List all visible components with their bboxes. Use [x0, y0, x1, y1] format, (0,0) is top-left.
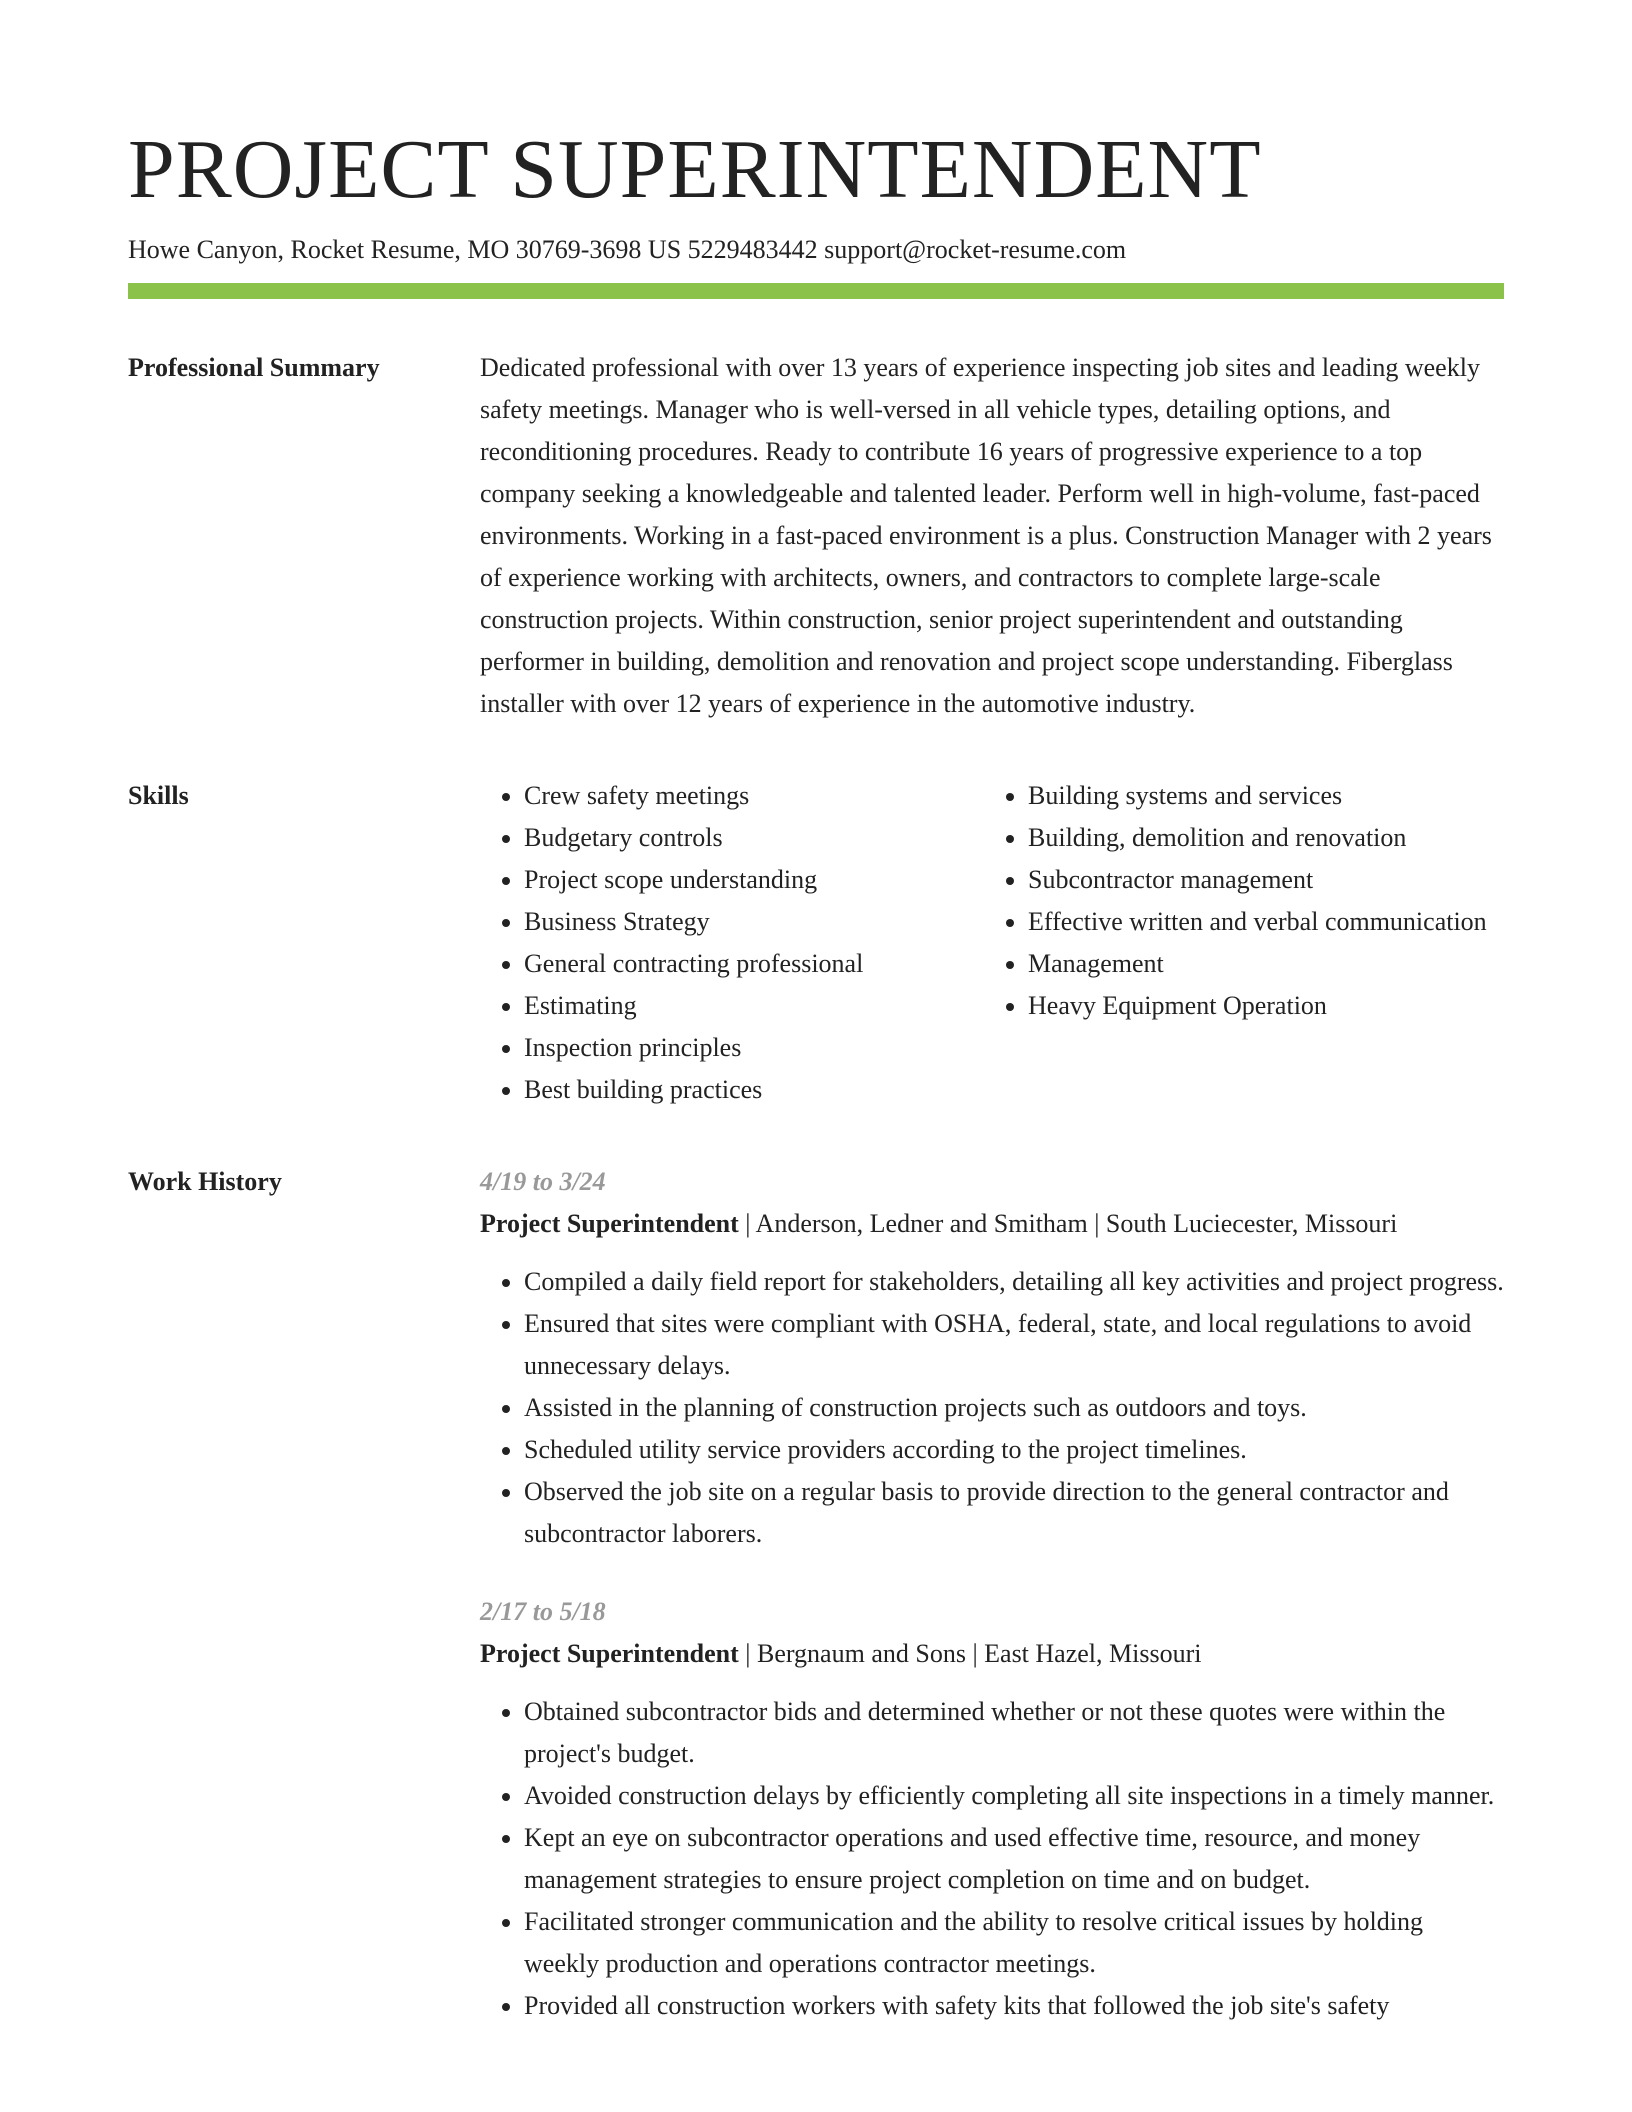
skill-item: • Budgetary controls	[524, 817, 984, 859]
job-bullet: • Facilitated stronger communication and the ability to resolve critical issues by holding weekly production and operations contractor meetings.	[524, 1901, 1504, 1985]
job-title: Project Superintendent	[480, 1639, 739, 1668]
skills-list-right	[984, 775, 1488, 1111]
skill-item: • Effective written and verbal communication	[1028, 901, 1488, 943]
skill-item: • Estimating	[524, 985, 984, 1027]
work-body	[480, 1161, 1504, 2063]
job-bullet: • Ensured that sites were compliant with OSHA, federal, state, and local regulations to avoid unnecessary delays.	[524, 1303, 1504, 1387]
job-bullet-list	[480, 1691, 1504, 2027]
job-dates: 4/19 to 3/24	[480, 1167, 606, 1196]
job-entry	[480, 1161, 1504, 1555]
job-bullet: • Compiled a daily field report for stakeholders, detailing all key activities and project progress.	[524, 1261, 1504, 1303]
job-heading	[480, 1203, 1504, 1245]
skill-item: • General contracting professional	[524, 943, 984, 985]
job-bullet: • Scheduled utility service providers according to the project timelines.	[524, 1429, 1504, 1471]
job-heading	[480, 1633, 1504, 1675]
job-bullet: • Obtained subcontractor bids and determined whether or not these quotes were within the project's budget.	[524, 1691, 1504, 1775]
job-employer-location: | Anderson, Ledner and Smitham | South Luciecester, Missouri	[738, 1209, 1398, 1238]
skill-item: • Management	[1028, 943, 1488, 985]
skill-item: • Building, demolition and renovation	[1028, 817, 1488, 859]
section-label-work: Work History	[128, 1167, 282, 1196]
job-bullet: • Assisted in the planning of construction projects such as outdoors and toys.	[524, 1387, 1504, 1429]
skill-item: • Subcontractor management	[1028, 859, 1488, 901]
skills-list-left	[480, 775, 984, 1111]
job-dates: 2/17 to 5/18	[480, 1597, 606, 1626]
job-employer-location: | Bergnaum and Sons | East Hazel, Missouri	[738, 1639, 1202, 1668]
section-label-skills: Skills	[128, 781, 189, 810]
skill-item: • Heavy Equipment Operation	[1028, 985, 1488, 1027]
contact-line: Howe Canyon, Rocket Resume, MO 30769-3698 US 5229483442 support@rocket-resume.com	[128, 235, 1127, 264]
skill-item: • Inspection principles	[524, 1027, 984, 1069]
work-section	[128, 1161, 1504, 2063]
job-bullet-list	[480, 1261, 1504, 1555]
summary-section	[128, 347, 1504, 725]
job-title: Project Superintendent	[480, 1209, 739, 1238]
resume-name: PROJECT SUPERINTENDENT	[128, 123, 1262, 216]
job-entry	[480, 1591, 1504, 2027]
skill-item: • Project scope understanding	[524, 859, 984, 901]
skill-item: • Building systems and services	[1028, 775, 1488, 817]
summary-body	[480, 347, 1504, 725]
job-bullet: • Kept an eye on subcontractor operations and used effective time, resource, and money management strategies to ensure project completion on time and on budget.	[524, 1817, 1504, 1901]
job-bullet: • Provided all construction workers with safety kits that followed the job site's safety	[524, 1985, 1504, 2027]
skills-section	[128, 775, 1504, 1111]
job-bullet: • Observed the job site on a regular basis to provide direction to the general contractor and subcontractor laborers.	[524, 1471, 1504, 1555]
skill-item: • Crew safety meetings	[524, 775, 984, 817]
accent-divider	[128, 283, 1504, 299]
skill-item: • Best building practices	[524, 1069, 984, 1111]
skills-body	[480, 775, 1504, 1111]
summary-text: Dedicated professional with over 13 years of experience inspecting job sites and leading weekly safety meetings. Manager who is well-versed in all vehicle types, detailing options, and reconditioning procedures. Ready to contribute 16 years of progressive experience to a top company seeking a knowledgeable and talented leader. Perform well in high-volume, fast-paced environments. Working in a fast-paced environment is a plus. Construction Manager with 2 years of experience working with architects, owners, and contractors to complete large-scale construction projects. Within construction, senior project superintendent and outstanding performer in building, demolition and renovation and project scope understanding. Fiberglass installer with over 12 years of experience in the automotive industry.	[480, 353, 1492, 718]
resume-page	[128, 120, 1504, 2063]
job-bullet: • Avoided construction delays by efficiently completing all site inspections in a timely manner.	[524, 1775, 1504, 1817]
section-label-summary: Professional Summary	[128, 353, 380, 382]
skill-item: • Business Strategy	[524, 901, 984, 943]
